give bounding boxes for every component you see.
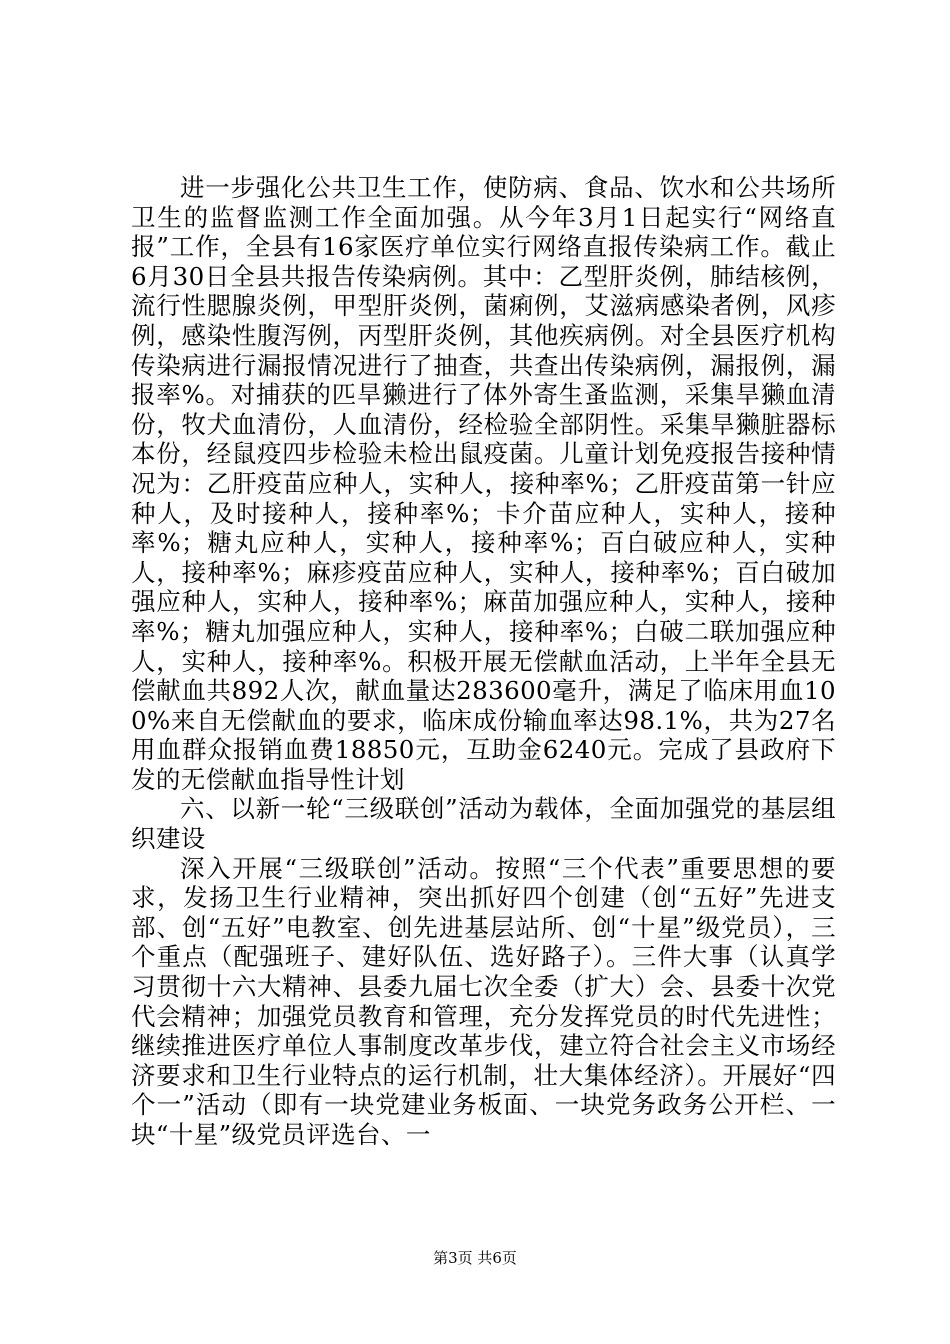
paragraph-public-health: 进一步强化公共卫生工作，使防病、食品、饮水和公共场所卫生的监督监测工作全面加强。从今年3月1日起实行“网络直报”工作，全县有16家医疗单位实行网络直报传染病工作。截止6月30日全县共报告传染病例。其中：乙型肝炎例，肺结核例，流行性腮腺炎例，甲型肝炎例，菌痢例，艾滋病感染者例，风疹例，感染性腹泻例，丙型肝炎例，其他疾病例。对全县医疗机构传染病进行漏报情况进行了抽查，共查出传染病例，漏报例，漏报率%。对捕获的匹旱獭进行了体外寄生蚤监测，采集旱獭血清份，牧犬血清份，人血清份，经检验全部阴性。采集旱獭脏器标本份，经鼠疫四步检验未检出鼠疫菌。儿童计划免疫报告接种情况为：乙肝疫苗应种人，实种人，接种率%；乙肝疫苗第一针应种人，及时接种人，接种率%；卡介苗应种人，实种人，接种率%；糖丸应种人，实种人，接种率%；百白破应种人，实种人，接种率%；麻疹疫苗应种人，实种人，接种率%；百白破加强应种人，实种人，接种率%；麻苗加强应种人，实种人，接种率%；糖丸加强应种人，实种人，接种率%；白破二联加强应种人，实种人，接种率%。积极开展无偿献血活动，上半年全县无偿献血共892人次，献血量达283600毫升，满足了临床用血100%来自无偿献血的要求，临床成份输血率达98.1%，共为27名用血群众报销血费18850元，互助金6240元。完成了县政府下发的无偿献血指导性计划 [131,173,836,794]
paragraph-three-level-campaign: 深入开展“三级联创”活动。按照“三个代表”重要思想的要求，发扬卫生行业精神，突出抓好四个创建（创“五好”先进支部、创“五好”电教室、创先进基层站所、创“十星”级党员），三个重点（配强班子、建好队伍、选好路子）。三件大事（认真学习贯彻十六大精神、县委九届七次全委（扩大）会、县委十次党代会精神；加强党员教育和管理，充分发挥党员的时代先进性；继续推进医疗单位人事制度改革步伐，建立符合社会主义市场经济要求和卫生行业特点的运行机制，壮大集体经济）。开展好“四个一”活动（即有一块党建业务板面、一块党务政务公开栏、一块“十星”级党员评选台、一 [131,853,836,1149]
document-body [131,173,836,1150]
page-number-footer: 第3页 共6页 [433,1249,517,1267]
section-heading-party-building: 六、以新一轮“三级联创”活动为载体，全面加强党的基层组织建设 [131,794,836,854]
